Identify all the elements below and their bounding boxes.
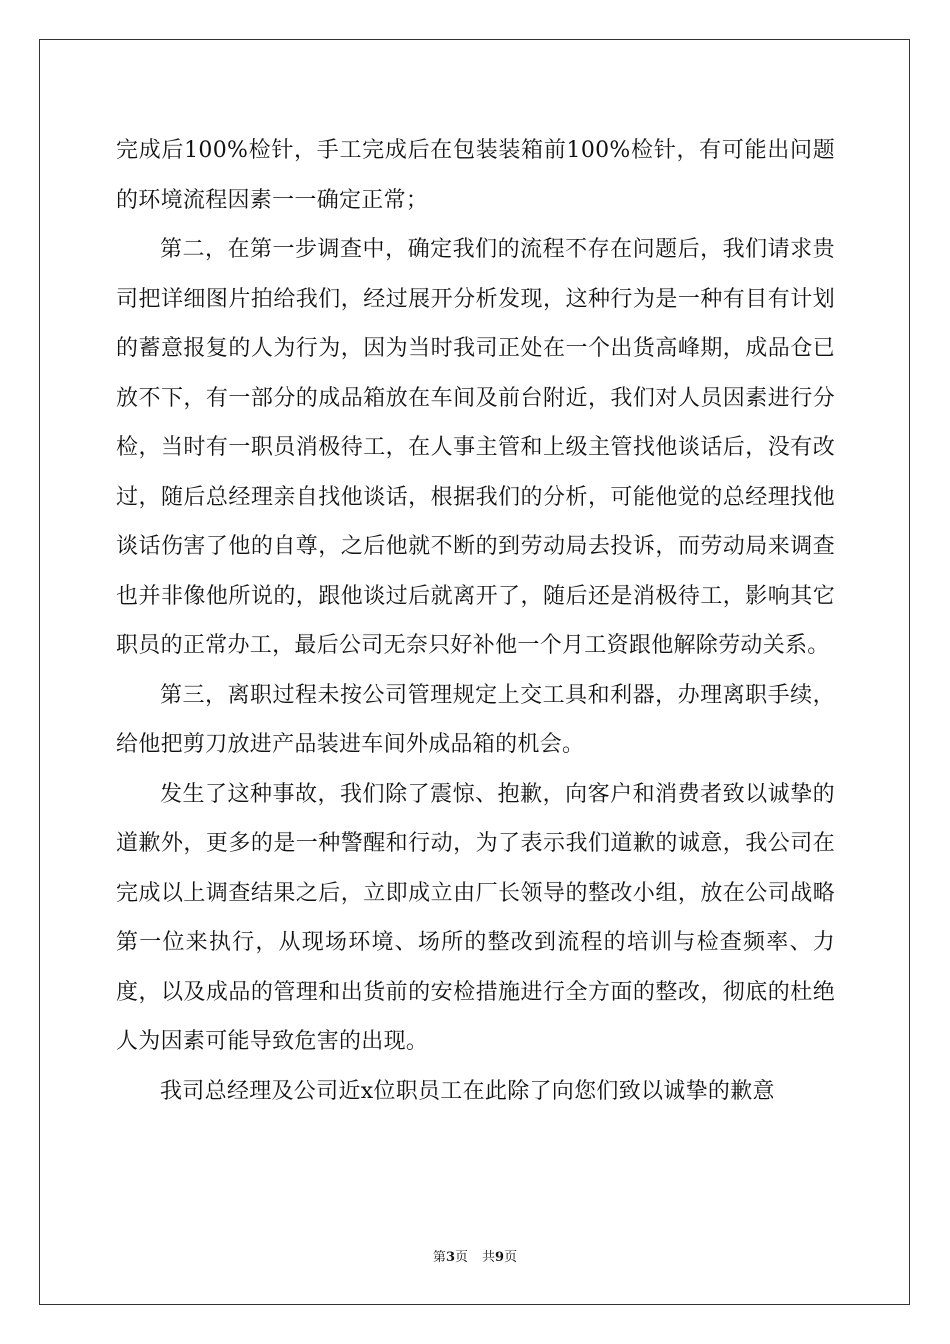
total-suffix: 页 (504, 1250, 518, 1265)
paragraph-2: 第二，在第一步调查中，确定我们的流程不存在问题后，我们请求贵司把详细图片拍给我们，经过展开分析发现，这种行为是一种有目有计划的蓄意报复的人为行为，因为当时我司正处在一个出货高峰期，成品仓已放不下，有一部分的成品箱放在车间及前台附近，我们对人员因素进行分检，当时有一职员消极待工，在人事主管和上级主管找他谈话后，没有改过，随后总经理亲自找他谈话，根据我们的分析，可能他觉的总经理找他谈话伤害了他的自尊，之后他就不断的到劳动局去投诉，而劳动局来调查也并非像他所说的，跟他谈过后就离开了，随后还是消极待工，影响其它职员的正常办工，最后公司无奈只好补他一个月工资跟他解除劳动关系。 (116, 237, 835, 658)
page-prefix: 第 (432, 1250, 446, 1265)
paragraph-5: 我司总经理及公司近x位职员工在此除了向您们致以诚挚的歉意 (160, 1078, 775, 1104)
page-suffix: 页 (454, 1250, 468, 1265)
paragraph-3: 第三，离职过程未按公司管理规定上交工具和利器，办理离职手续，给他把剪刀放进产品装进车间外成品箱的机会。 (116, 682, 835, 757)
page-footer (0, 1246, 950, 1265)
page-number: 3 (445, 1250, 455, 1265)
total-prefix: 共 (482, 1250, 496, 1265)
document-body (116, 126, 835, 1116)
paragraph-1: 完成后100%检针，手工完成后在包装装箱前100%检针，有可能出问题的环境流程因素一一确定正常； (116, 138, 835, 213)
total-pages: 9 (495, 1250, 505, 1265)
paragraph-4: 发生了这种事故，我们除了震惊、抱歉，向客户和消费者致以诚挚的道歉外，更多的是一种警醒和行动，为了表示我们道歉的诚意，我公司在完成以上调查结果之后，立即成立由厂长领导的整改小组，放在公司战略第一位来执行，从现场环境、场所的整改到流程的培训与检查频率、力度，以及成品的管理和出货前的安检措施进行全方面的整改，彻底的杜绝人为因素可能导致危害的出现。 (116, 781, 835, 1054)
